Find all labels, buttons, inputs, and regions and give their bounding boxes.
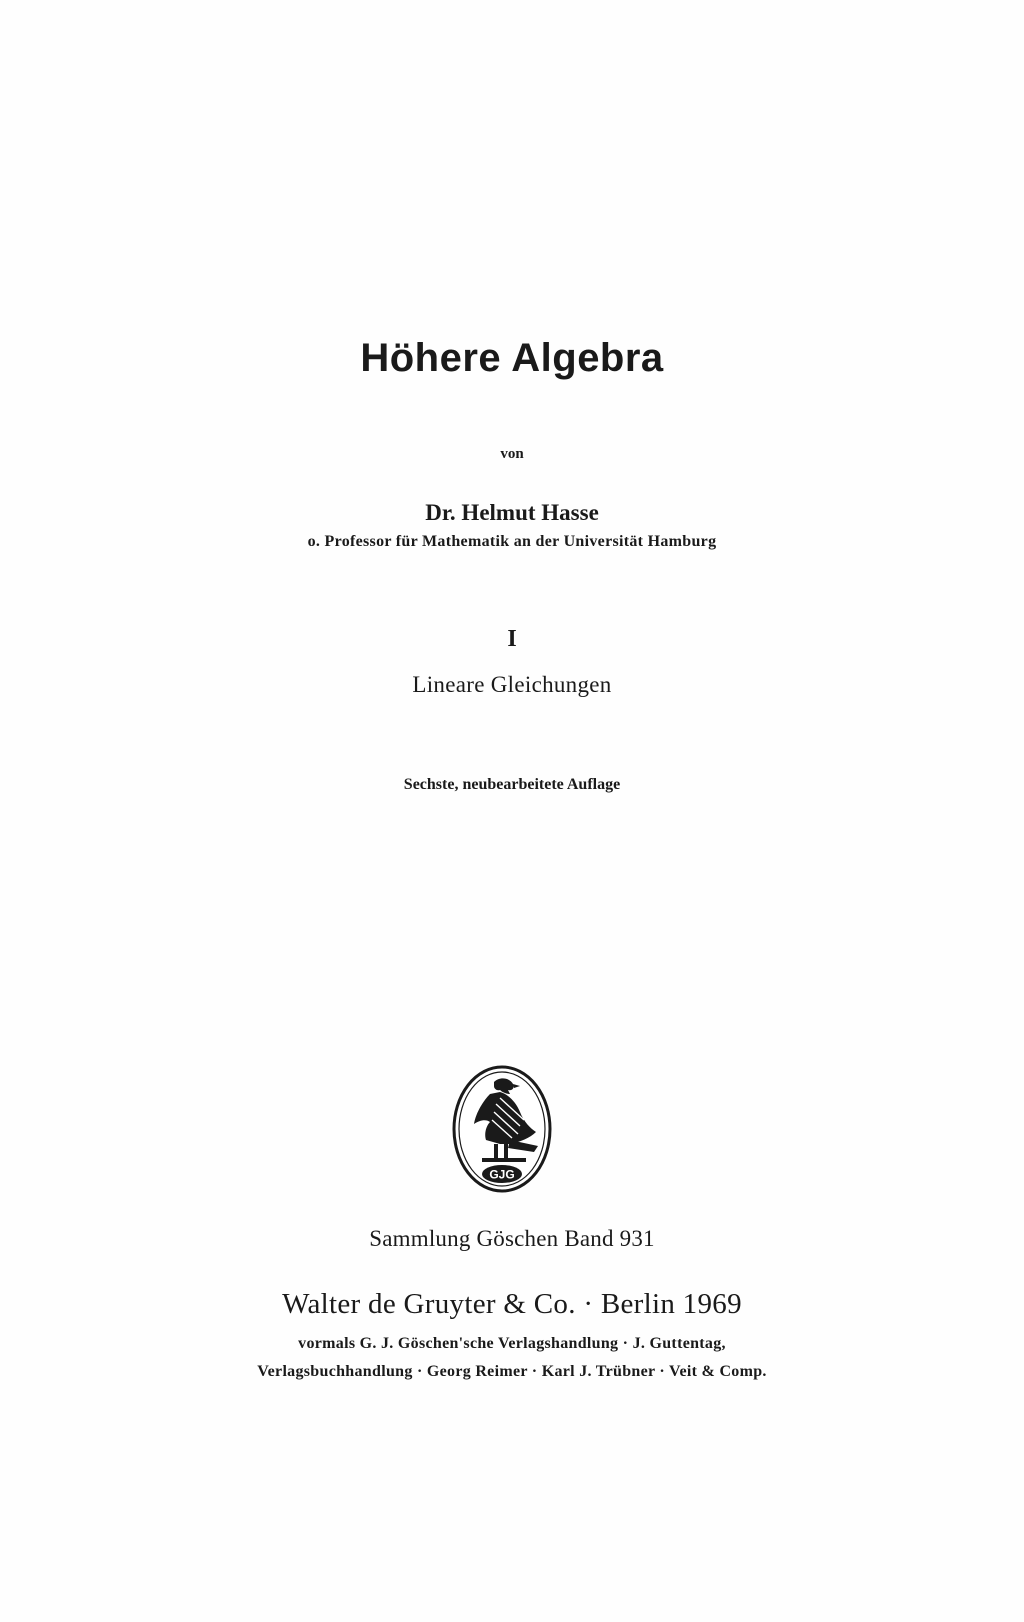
by-label: von bbox=[500, 446, 524, 462]
eagle-icon bbox=[450, 1064, 554, 1194]
book-subtitle: Lineare Gleichungen bbox=[412, 672, 612, 697]
edition-note: Sechste, neubearbeitete Auflage bbox=[403, 776, 621, 793]
series-name: Sammlung Göschen Band 931 bbox=[369, 1226, 655, 1251]
publisher-name: Walter de Gruyter & Co. · Berlin 1969 bbox=[282, 1288, 742, 1320]
publisher-history-line-2: Verlagsbuchhandlung · Georg Reimer · Karl J. Trübner · Veit & Comp. bbox=[257, 1363, 767, 1380]
logo-monogram: GJG bbox=[489, 1167, 515, 1182]
author-affiliation: o. Professor für Mathematik an der Universität Hamburg bbox=[307, 533, 717, 550]
volume-number: I bbox=[507, 626, 517, 652]
author-name: Dr. Helmut Hasse bbox=[425, 500, 599, 525]
publisher-logo bbox=[450, 1064, 554, 1194]
publisher-history-line-1: vormals G. J. Göschen'sche Verlagshandlung · J. Guttentag, bbox=[298, 1335, 726, 1352]
book-title: Höhere Algebra bbox=[360, 336, 664, 380]
